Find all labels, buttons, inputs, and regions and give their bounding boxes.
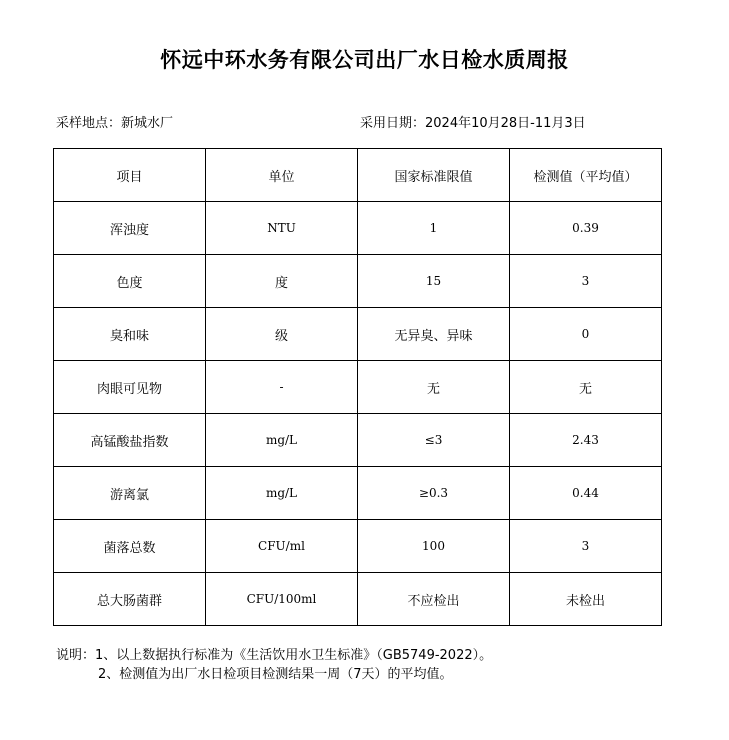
cell-unit: - xyxy=(206,361,358,414)
note-line-1: 说明：1、以上数据执行标准为《生活饮用水卫生标准》（GB5749-2022）。 xyxy=(56,648,493,663)
header-standard-limit: 国家标准限值 xyxy=(358,149,510,202)
notes xyxy=(56,646,492,684)
cell-limit: 15 xyxy=(358,255,510,308)
cell-value: 0 xyxy=(510,308,662,361)
cell-item: 臭和味 xyxy=(54,308,206,361)
cell-limit: 100 xyxy=(358,520,510,573)
cell-value: 3 xyxy=(510,520,662,573)
header-measured-value: 检测值（平均值） xyxy=(510,149,662,202)
table-row xyxy=(54,255,662,308)
cell-unit: mg/L xyxy=(206,467,358,520)
cell-unit: 度 xyxy=(206,255,358,308)
cell-value: 3 xyxy=(510,255,662,308)
cell-item: 总大肠菌群 xyxy=(54,573,206,626)
cell-item: 浑浊度 xyxy=(54,202,206,255)
cell-value: 未检出 xyxy=(510,573,662,626)
cell-limit: ≤3 xyxy=(358,414,510,467)
header-item: 项目 xyxy=(54,149,206,202)
table-row xyxy=(54,361,662,414)
cell-unit: CFU/ml xyxy=(206,520,358,573)
cell-limit: ≥0.3 xyxy=(358,467,510,520)
sampling-date: 采用日期：2024年10月28日-11月3日 xyxy=(360,116,586,131)
cell-unit: 级 xyxy=(206,308,358,361)
cell-limit: 不应检出 xyxy=(358,573,510,626)
cell-unit: mg/L xyxy=(206,414,358,467)
cell-limit: 无异臭、异味 xyxy=(358,308,510,361)
cell-unit: CFU/100ml xyxy=(206,573,358,626)
note-line-2: 2、检测值为出厂水日检项目检测结果一周（7天）的平均值。 xyxy=(98,667,453,682)
cell-item: 游离氯 xyxy=(54,467,206,520)
sampling-location: 采样地点：新城水厂 xyxy=(56,116,174,131)
table-row xyxy=(54,202,662,255)
cell-value: 无 xyxy=(510,361,662,414)
table-header-row xyxy=(54,149,662,202)
cell-value: 0.44 xyxy=(510,467,662,520)
table-row xyxy=(54,520,662,573)
cell-limit: 无 xyxy=(358,361,510,414)
table-row xyxy=(54,414,662,467)
cell-item: 菌落总数 xyxy=(54,520,206,573)
cell-value: 2.43 xyxy=(510,414,662,467)
cell-value: 0.39 xyxy=(510,202,662,255)
cell-item: 色度 xyxy=(54,255,206,308)
header-unit: 单位 xyxy=(206,149,358,202)
cell-item: 高锰酸盐指数 xyxy=(54,414,206,467)
cell-limit: 1 xyxy=(358,202,510,255)
table-row xyxy=(54,573,662,626)
report-title: 怀远中环水务有限公司出厂水日检水质周报 xyxy=(160,48,569,72)
table-row xyxy=(54,467,662,520)
table-row xyxy=(54,308,662,361)
cell-unit: NTU xyxy=(206,202,358,255)
cell-item: 肉眼可见物 xyxy=(54,361,206,414)
water-quality-table xyxy=(53,148,662,626)
